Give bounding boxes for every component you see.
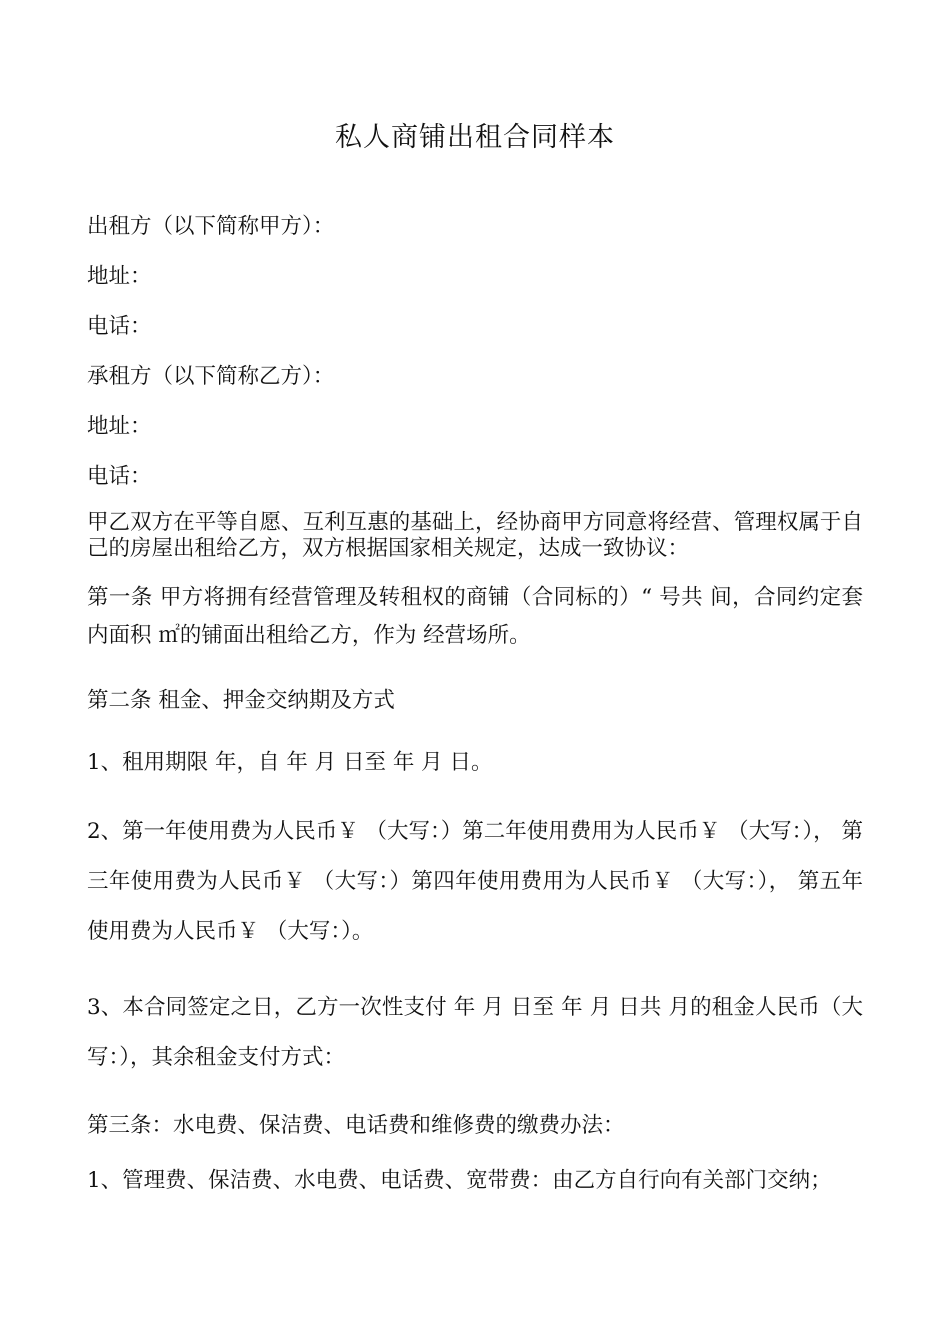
document-title: 私人商铺出租合同样本 <box>335 122 615 153</box>
lessor-address-field: 地址： <box>87 264 152 289</box>
article-2-item-3: 3、本合同签定之日，乙方一次性支付 年 月 日至 年 月 日共 月的租金人民币（大写：），其余租金支付方式： <box>87 995 863 1070</box>
article-3-item-1: 1、管理费、保洁费、水电费、电话费、宽带费：由乙方自行向有关部门交纳； <box>87 1168 832 1193</box>
lessee-field: 承租方（以下简称乙方）： <box>87 364 335 389</box>
lessor-field: 出租方（以下简称甲方）： <box>87 214 335 239</box>
article-2-item-1: 1、租用期限 年，自 年 月 日至 年 月 日。 <box>87 750 493 775</box>
article-2-heading: 第二条 租金、押金交纳期及方式 <box>87 688 395 713</box>
lessee-address-field: 地址： <box>87 414 152 439</box>
lessee-phone-field: 电话： <box>87 464 152 489</box>
lessor-phone-field: 电话： <box>87 314 152 339</box>
article-2-item-2: 2、第一年使用费为人民币￥ （大写：）第二年使用费用为人民币￥ （大写：）， 第三年使用费为人民币￥ （大写：）第四年使用费用为人民币￥ （大写：）， 第五年使用费为人民币￥ （大写：）。 <box>87 819 863 944</box>
article-3-heading: 第三条：水电费、保洁费、电话费和维修费的缴费办法： <box>87 1113 625 1138</box>
intro-paragraph: 甲乙双方在平等自愿、互利互惠的基础上，经协商甲方同意将经营、管理权属于自己的房屋出租给乙方，双方根据国家相关规定，达成一致协议： <box>87 510 863 561</box>
article-1-paragraph: 第一条 甲方将拥有经营管理及转租权的商铺（合同标的）“ 号共 间，合同约定套内面积 ㎡的铺面出租给乙方，作为 经营场所。 <box>87 585 863 648</box>
